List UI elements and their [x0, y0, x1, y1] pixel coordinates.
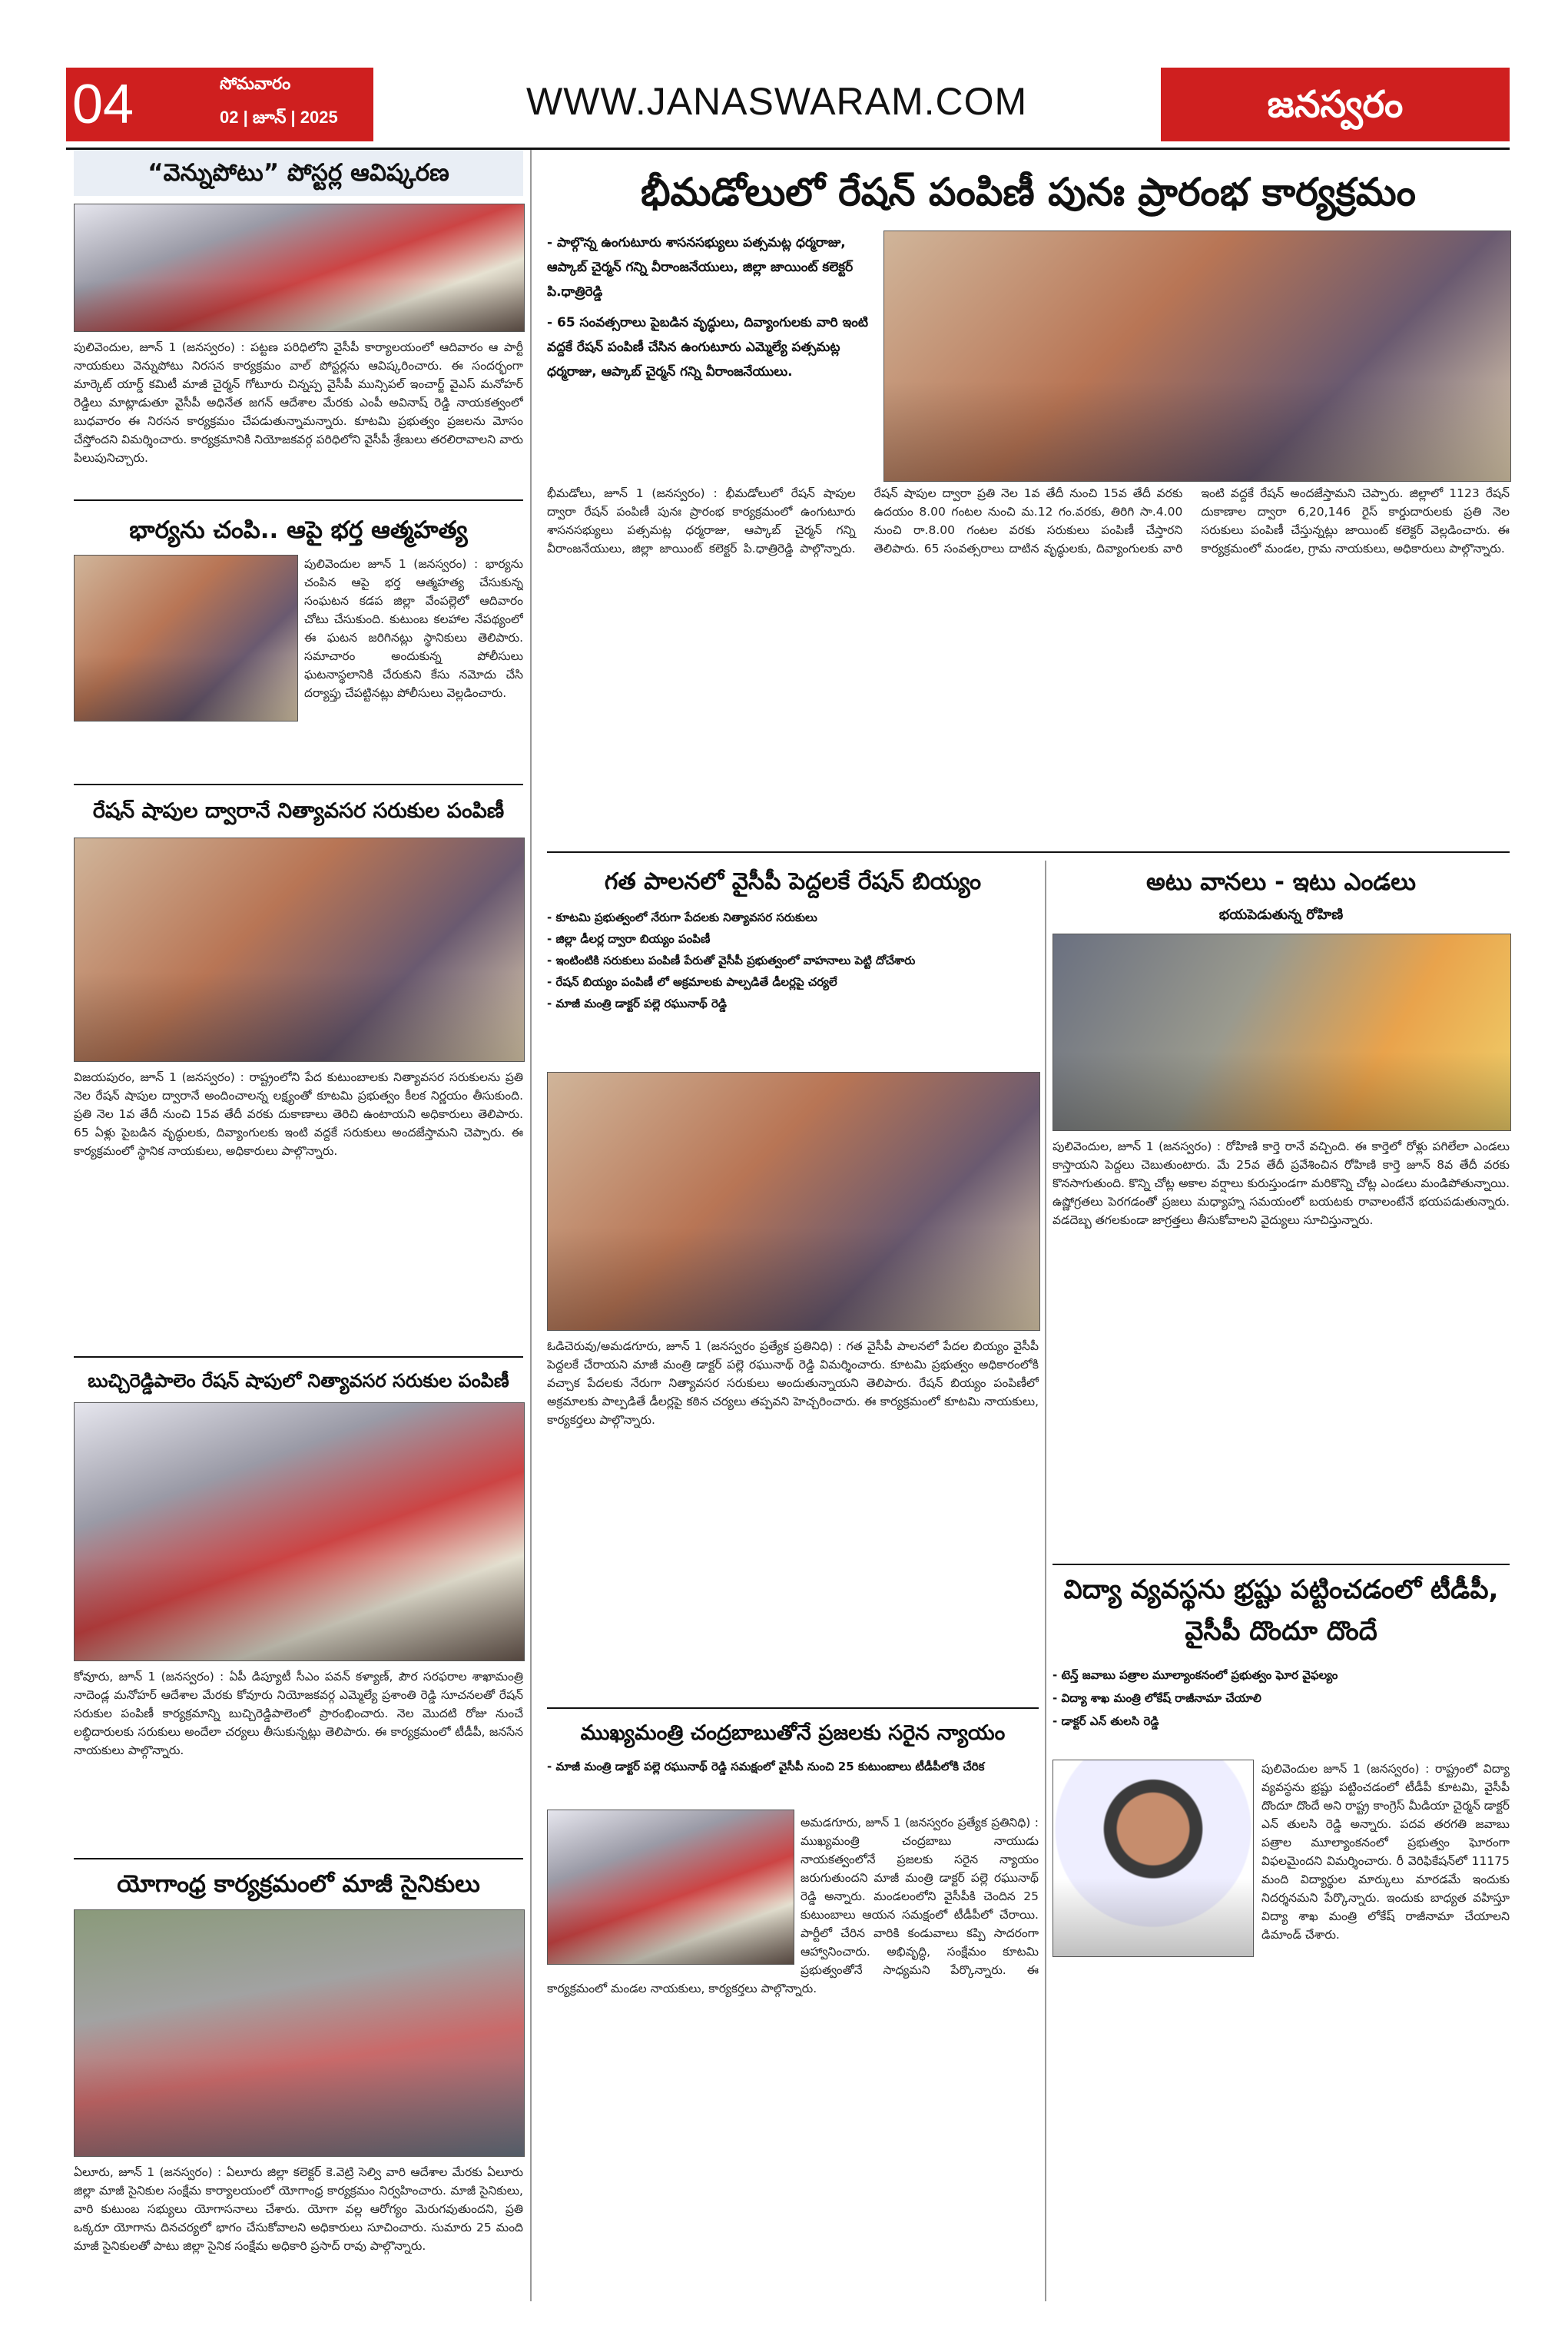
education-headline: విద్యా వ్యవస్థను భ్రష్టు పట్టించడంలో టీడీపీ, వైసీపీ దొందూ దొందే [1063, 1574, 1499, 1647]
bullet-item: - మాజీ మంత్రి డాక్టర్ పల్లె రఘునాథ్ రెడ్డి సమక్షంలో వైసీపీ నుంచి 25 కుటుంబాలు టీడీపీలోకి చేరిక [547, 1756, 1039, 1777]
bhimadolu-bullets [547, 231, 877, 484]
divider [74, 1858, 523, 1859]
page-number-box [66, 68, 212, 141]
bullet-item: - డాక్టర్ ఎన్ తులసి రెడ్డి [1053, 1710, 1510, 1733]
bhimadolu-body: భీమడోలు, జూన్ 1 (జనస్వరం) : భీమడోలులో రేషన్ షాపుల ద్వారా రేషన్ పంపిణీ పునః ప్రారంభ కార్యక్రమంలో ఉంగుటూరు శాసనసభ్యులు పత్సమట్ల ధర్మరాజు, ఆప్కాబ్ చైర్మన్ గన్ని వీరాంజనేయులు, జిల్లా జాయింట్ కలెక్టర్ పి.ధాత్రిరెడ్డి పాల్గొన్నారు. రేషన్ షాపుల ద్వారా ప్రతి నెల 1వ తేదీ నుంచి 15వ తేదీ వరకు ఉదయం 8.00 గంటల నుంచి మ.12 గం.వరకు, తిరిగి సా.4.00 నుంచి రా.8.00 గంటల వరకు సరుకులు పంపిణీ చేస్తారని తెలిపారు. 65 సంవత్సరాలు దాటిన వృద్ధులకు, దివ్యాంగులకు వారి ఇంటి వద్దకే రేషన్ అందజేస్తామని చెప్పారు. జిల్లాలో 1123 రేషన్ దుకాణాల ద్వారా 6,20,146 రైస్ కార్డుదారులకు ప్రతి నెల సరుకులు పంపిణీ చేస్తున్నట్లు జాయింట్ కలెక్టర్ వెల్లడించారు. ఈ కార్యక్రమంలో మండల, గ్రామ నాయకులు, అధికారులు పాల్గొన్నారు. [547, 486, 1510, 556]
photo-float-spacer [1053, 1760, 1261, 1961]
bullet-item: - జిల్లా డీలర్ల ద్వారా బియ్యం పంపిణీ [547, 928, 1039, 950]
photo-float-spacer [547, 1813, 801, 1967]
yoga-body: ఏలూరు, జూన్ 1 (జనస్వరం) : ఏలూరు జిల్లా కలెక్టర్ కె.వెట్రి సెల్వి వారి ఆదేశాల మేరకు ఏలూరు జిల్లా మాజీ సైనికుల సంక్షేమ కార్యాలయంలో యోగాంధ్ర కార్యక్రమం నిర్వహించారు. మాజీ సైనికులు, వారి కుటుంబ సభ్యులు యోగాసనాలు చేశారు. యోగా వల్ల ఆరోగ్యం మెరుగవుతుందని, ప్రతి ఒక్కరూ యోగాను దినచర్యలో భాగం చేసుకోవాలని అధికారులు సూచించారు. సుమారు 25 మంది మాజీ సైనికులతో పాటు జిల్లా సైనిక సంక్షేమ అధికారి ప్రసాద్ రావు పాల్గొన్నారు. [74, 2165, 523, 2253]
ycp-leaders-headline: గత పాలనలో వైసీపీ పెద్దలకే రేషన్ బియ్యం [604, 868, 982, 895]
bullet-item: - టెన్త్ జవాబు పత్రాల మూల్యాంకనంలో ప్రభుత్వం ఘోర వైఫల్యం [1053, 1664, 1510, 1687]
divider [74, 784, 523, 785]
column-divider-right [1045, 861, 1046, 2301]
bullet-item: - రేషన్ బియ్యం పంపిణీ లో అక్రమాలకు పాల్పడితే డీలర్లపై చర్యలే [547, 971, 1039, 993]
weather-subhead: భయపెడుతున్న రోహిణి [1218, 907, 1344, 923]
justice-bullets [547, 1756, 1039, 1806]
weather-headline: అటు వానలు - ఇటు ఎండలు [1146, 868, 1416, 896]
vennupotu-body: పులివెందుల, జూన్ 1 (జనస్వరం) : పట్టణ పరిధిలోని వైసీపీ కార్యాలయంలో ఆదివారం ఆ పార్టీ నాయకులు వెన్నుపోటు నిరసన కార్యక్రమం వాల్ పోస్టర్లను ఆవిష్కరించారు. ఈ సందర్భంగా మార్కెట్ యార్డ్ కమిటీ మాజీ చైర్మన్ గోటూరు చిన్నప్ప వైసీపీ మున్సిపల్ ఇంచార్జ్ వైఎస్ మనోహర్ రెడ్డిలు మాట్లాడుతూ వైసీపీ అధినేత జగన్ ఆదేశాల మేరకు ఎంపీ అవినాష్ రెడ్డి నాయకత్వంలో బుధవారం ఈ నిరసన కార్యక్రమం చేపడుతున్నామన్నారు. కూటమి ప్రభుత్వం ప్రజలను మోసం చేస్తోందని విమర్శించారు. కార్యక్రమానికి నియోజకవర్గ పరిధిలోని వైసీపీ శ్రేణులు తరలిరావాలని వారు పిలుపునిచ్చారు. [74, 340, 523, 465]
website-url[interactable]: WWW.JANASWARAM.COM [526, 80, 1028, 123]
justice-body-wrap [547, 1813, 1039, 2290]
date-box [212, 68, 373, 141]
weather-body: పులివెందుల, జూన్ 1 (జనస్వరం) : రోహిణి కార్తె రానే వచ్చింది. ఈ కార్తెలో రోళ్లు పగిలేలా ఎండలు కాస్తాయని పెద్దలు చెబుతుంటారు. మే 25వ తేదీ ప్రవేశించిన రోహిణి కార్తె జూన్ 8వ తేదీ వరకు కొనసాగుతుంది. కొన్ని చోట్ల అకాల వర్షాలు కురుస్తుండగా మరికొన్ని చోట్ల ఎండలు మండిపోతున్నాయి. ఉష్ణోగ్రతలు పెరగడంతో ప్రజలు మధ్యాహ్న సమయంలో బయటకు రావాలంటేనే భయపడుతున్నారు. వడదెబ్బ తగలకుండా జాగ్రత్తలు తీసుకోవాలని వైద్యులు సూచిస్తున్నారు. [1053, 1140, 1510, 1227]
buchireddy-headline: బుచ్చిరెడ్డిపాలెం రేషన్ షాపులో నిత్యావసర సరుకుల పంపిణీ [88, 1370, 509, 1392]
ycp-leaders-photo [547, 1072, 1040, 1331]
bullet-item: - 65 సంవత్సరాలు పైబడిన వృద్ధులు, దివ్యాంగులకు వారి ఇంటి వద్దకే రేషన్ పంపిణీ చేసిన ఉంగుటూరు ఎమ్మెల్యే పత్సమట్ల ధర్మరాజు, ఆప్కాబ్ చైర్మన్ గన్ని వీరాంజనేయులు. [547, 310, 877, 384]
divider [547, 851, 1510, 853]
day-label: సోమవారం [220, 74, 291, 93]
husband-photo [74, 555, 298, 722]
vennupotu-photo [74, 204, 525, 332]
ycp-leaders-bullets [547, 907, 1039, 1068]
date-label: 02 | జూన్ | 2025 [220, 108, 338, 127]
divider [1053, 1564, 1510, 1565]
divider [74, 499, 523, 501]
weather-photo [1053, 934, 1511, 1131]
education-body-wrap [1053, 1760, 1510, 2297]
education-bullets [1053, 1664, 1510, 1756]
bullet-item: - కూటమి ప్రభుత్వంలో నేరుగా పేదలకు నిత్యావసర సరుకులు [547, 907, 1039, 928]
husband-body: పులివెందుల జూన్ 1 (జనస్వరం) : భార్యను చంపిన ఆపై భర్త ఆత్మహత్య చేసుకున్న సంఘటన కడప జిల్లా వేంపల్లెలో ఆదివారం చోటు చేసుకుంది. కుటుంబ కలహాల నేపథ్యంలో ఈ ఘటన జరిగినట్లు స్థానికులు తెలిపారు. సమాచారం అందుకున్న పోలీసులు ఘటనాస్థలానికి చేరుకుని కేసు నమోదు చేసి దర్యాప్తు చేపట్టినట్లు పోలీసులు వెల్లడించారు. [304, 557, 523, 700]
yoga-photo [74, 1909, 525, 2157]
husband-headline: భార్యను చంపి.. ఆపై భర్త ఆత్మహత్య [129, 516, 468, 544]
ration-shops-headline: రేషన్ షాపుల ద్వారానే నిత్యావసర సరుకుల పంపిణీ [92, 799, 505, 823]
justice-headline: ముఖ్యమంత్రి చంద్రబాబుతోనే ప్రజలకు సరైన న్యాయం [580, 1721, 1006, 1745]
bullet-item: - ఇంటింటికి సరుకులు పంపిణీ పేరుతో వైసీపీ ప్రభుత్వంలో వాహనాలు పెట్టి దోచేశారు [547, 950, 1039, 971]
ycp-leaders-body: ఓడిచెరువు/అమడగూరు, జూన్ 1 (జనస్వరం ప్రత్యేక ప్రతినిధి) : గత వైసీపీ పాలనలో పేదల బియ్యం వైసీపీ పెద్దలకే చేరాయని మాజీ మంత్రి డాక్టర్ పల్లె రఘునాథ్ రెడ్డి విమర్శించారు. కూటమి ప్రభుత్వం అధికారంలోకి వచ్చాక పేదలకు నేరుగా నిత్యావసర సరుకులు అందుతున్నాయని తెలిపారు. రేషన్ బియ్యం పంపిణీలో అక్రమాలకు పాల్పడితే డీలర్లపై కఠిన చర్యలు తప్పవని హెచ్చరించారు. ఈ కార్యక్రమంలో కూటమి నాయకులు, కార్యకర్తలు పాల్గొన్నారు. [547, 1339, 1039, 1427]
justice-body: అమడగూరు, జూన్ 1 (జనస్వరం ప్రత్యేక ప్రతినిధి) : ముఖ్యమంత్రి చంద్రబాబు నాయుడు నాయకత్వంలోనే ప్రజలకు సరైన న్యాయం జరుగుతుందని మాజీ మంత్రి డాక్టర్ పల్లె రఘునాథ్ రెడ్డి అన్నారు. మండలంలోని వైసీపీకి చెందిన 25 కుటుంబాలు ఆయన సమక్షంలో టీడీపీలో చేరాయి. పార్టీలో చేరిన వారికి కండువాలు కప్పి సాదరంగా ఆహ్వానించారు. అభివృద్ధి, సంక్షేమం కూటమి ప్రభుత్వంతోనే సాధ్యమని పేర్కొన్నారు. ఈ కార్యక్రమంలో మండల నాయకులు, కార్యకర్తలు పాల్గొన్నారు. [547, 1816, 1039, 1995]
ration-shops-photo [74, 838, 525, 1062]
bullet-item: - పాల్గొన్న ఉంగుటూరు శాసనసభ్యులు పత్సమట్ల ధర్మరాజు, ఆప్కాబ్ చైర్మన్ గన్ని వీరాంజనేయులు, జిల్లా జాయింట్ కలెక్టర్ పి.ధాత్రిరెడ్డి [547, 231, 877, 304]
page-number: 04 [72, 74, 134, 135]
bullet-item: - విద్యా శాఖ మంత్రి లోకేష్ రాజీనామా చేయాలి [1053, 1687, 1510, 1710]
masthead: జనస్వరం [1161, 68, 1510, 141]
vennupotu-headline: “వెన్నుపోటు” పోస్టర్ల ఆవిష్కరణ [74, 150, 523, 196]
bhimadolu-photo [883, 231, 1511, 482]
buchireddy-body: కోవూరు, జూన్ 1 (జనస్వరం) : ఏపీ డిప్యూటీ సీఎం పవన్ కళ్యాణ్, పౌర సరఫరాల శాఖామంత్రి నాదెండ్ల మనోహర్ ఆదేశాల మేరకు కోవూరు నియోజకవర్గ ఎమ్మెల్యే ప్రశాంతి రెడ్డి సూచనలతో రేషన్ సరుకుల పంపిణీ కార్యక్రమాన్ని బుచ్చిరెడ్డిపాలెంలో ప్రారంభించారు. నెల మొదటి రోజు నుంచే లబ్ధిదారులకు సరుకులు అందేలా చర్యలు తీసుకున్నట్లు తెలిపారు. ఈ కార్యక్రమంలో టీడీపీ, జనసేన నాయకులు పాల్గొన్నారు. [74, 1670, 523, 1757]
education-body: పులివెందుల జూన్ 1 (జనస్వరం) : రాష్ట్రంలో విద్యా వ్యవస్థను భ్రష్టు పట్టించడంలో టీడీపీ కూటమి, వైసీపీ దొందూ దొందే అని రాష్ట్ర కాంగ్రెస్ మీడియా చైర్మన్ డాక్టర్ ఎన్ తులసి రెడ్డి అన్నారు. పదవ తరగతి జవాబు పత్రాల మూల్యాంకనంలో ప్రభుత్వం ఘోరంగా విఫలమైందని విమర్శించారు. రీ వెరిఫికేషన్‌లో 11175 మంది విద్యార్థుల మార్కులు మారడమే ఇందుకు నిదర్శనమని పేర్కొన్నారు. ఇందుకు బాధ్యత వహిస్తూ విద్యా శాఖ మంత్రి లోకేష్ రాజీనామా చేయాలని డిమాండ్ చేశారు. [1261, 1762, 1510, 1942]
yoga-headline: యోగాంధ్ర కార్యక్రమంలో మాజీ సైనికులు [117, 1870, 480, 1898]
ration-shops-body: విజయపురం, జూన్ 1 (జనస్వరం) : రాష్ట్రంలోని పేద కుటుంబాలకు నిత్యావసర సరుకులను ప్రతి నెల రేషన్ షాపుల ద్వారానే అందించాలన్న లక్ష్యంతో కూటమి ప్రభుత్వం కీలక నిర్ణయం తీసుకుంది. ప్రతి నెల 1వ తేదీ నుంచి 15వ తేదీ వరకు దుకాణాలు తెరిచి ఉంటాయని అధికారులు తెలిపారు. 65 ఏళ్లు పైబడిన వృద్ధులకు, దివ్యాంగులకు ఇంటి వద్దకే సరుకులు అందజేస్తామని చెప్పారు. ఈ కార్యక్రమంలో స్థానిక నాయకులు, అధికారులు పాల్గొన్నారు. [74, 1070, 523, 1158]
bhimadolu-headline: భీమడోలులో రేషన్ పంపిణీ పునః ప్రారంభ కార్యక్రమం [641, 170, 1416, 214]
buchireddy-photo [74, 1402, 525, 1661]
bullet-item: - మాజీ మంత్రి డాక్టర్ పల్లె రఘునాథ్ రెడ్డి [547, 993, 1039, 1014]
column-divider-left [530, 150, 532, 2301]
divider [74, 1356, 523, 1358]
divider [547, 1707, 1039, 1709]
